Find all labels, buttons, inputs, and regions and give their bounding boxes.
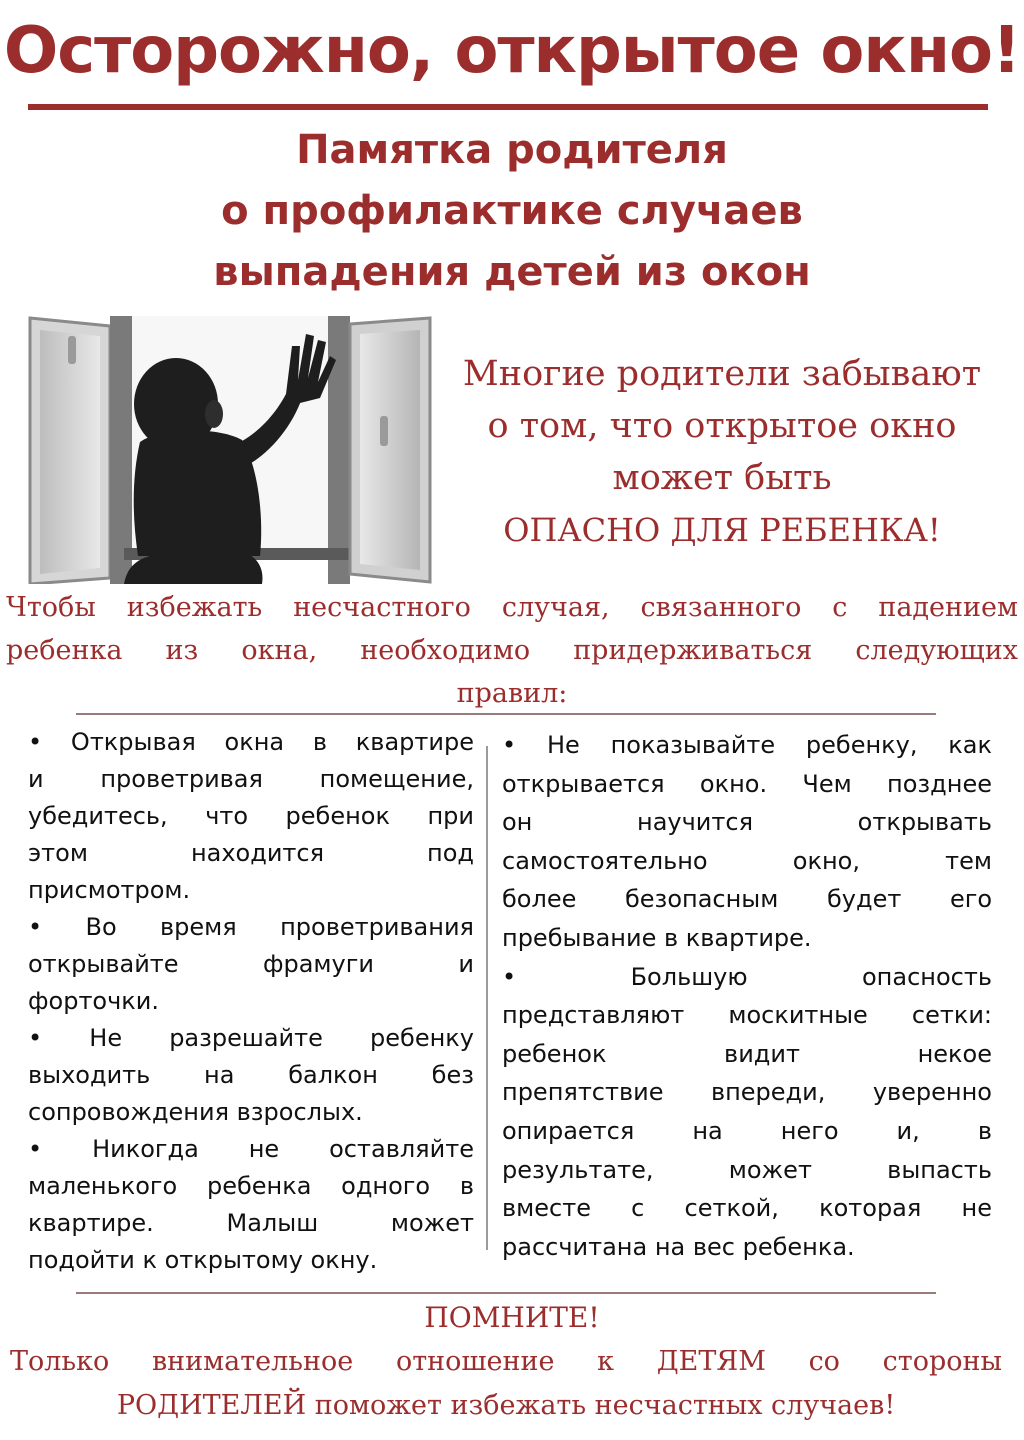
word: со [808,1346,840,1377]
word: оставляйте [329,1135,474,1163]
closing-line [10,1340,1002,1384]
word: убедитесь, [28,802,168,830]
rule-line: сопровождения взрослых. [28,1098,363,1126]
word: с [631,1194,645,1223]
word: Чтобы [6,592,96,623]
word: как [948,731,992,759]
word: сетки: [911,1001,992,1030]
rule-line: форточки. [28,987,160,1015]
word: ребенку, [805,731,918,759]
word: вместе [502,1194,591,1223]
word: ребенок [285,802,390,830]
rule-line [28,1205,474,1242]
word: опасность [862,962,992,991]
word: Малыш [226,1209,319,1237]
rule-line [502,1151,992,1190]
word: препятствие [502,1078,664,1107]
word: на [204,1061,235,1089]
word: Открывая [70,728,196,756]
rules-column-left [28,724,474,1279]
word: балкон [288,1061,378,1089]
word: уверенно [872,1078,992,1107]
section-divider [76,1292,936,1294]
rule-line [502,1189,992,1228]
rule-line: подойти к открытому окну. [28,1246,378,1274]
word: будет [826,885,902,914]
word: показывайте [610,731,776,759]
word: Чем [802,769,852,798]
subtitle-line: о профилактике случаев [221,188,803,234]
word: избежать [126,592,263,623]
word: падением [878,592,1018,623]
word: необходимо [360,635,531,666]
word: открывается [502,769,665,798]
word: Большую [630,962,748,991]
rule-line [28,946,474,983]
word: связанного [640,592,802,623]
word: тем [945,846,992,875]
word: сеткой, [684,1194,779,1223]
rule-line: присмотром. [28,876,191,904]
word: он [502,808,533,837]
word: ребенок [502,1039,607,1068]
rule-line [502,880,992,919]
word: при [427,802,474,830]
section-divider [76,713,936,715]
word: придерживаться [573,635,813,666]
word: некое [917,1039,992,1068]
word: • [28,913,43,941]
rule-line [502,958,992,997]
word: и [458,950,474,978]
closing-message [10,1340,1002,1428]
rule-line [502,1112,992,1151]
word: • [28,1135,43,1163]
word: открывать [857,808,992,837]
rule-line [28,1168,474,1205]
word: в [977,1116,992,1145]
word: более [502,885,577,914]
word: проветривания [280,913,474,941]
word: разрешайте [169,1024,323,1052]
rule-line: рассчитана на вес ребенка. [502,1232,855,1261]
word: ребенка [206,1172,312,1200]
word: видит [724,1039,800,1068]
word: окна [224,728,285,756]
word: находится [190,839,325,867]
word: к [597,1346,615,1377]
rule-line: пребывание в квартире. [502,923,812,952]
word: научится [637,808,754,837]
closing-line: РОДИТЕЛЕЙ поможет избежать несчастных случаев! [116,1390,896,1421]
word: окно. [699,769,768,798]
word: проветривая [100,765,263,793]
word: самостоятельно [502,846,708,875]
word: в [312,728,328,756]
rule-line [502,803,992,842]
rule-line [502,1035,992,1074]
word: результате, [502,1155,654,1184]
rule-line [28,909,474,946]
word: этом [28,839,88,867]
word: Никогда [92,1135,199,1163]
word: и, [896,1116,920,1145]
rule-line [502,726,992,765]
word: может [728,1155,812,1184]
subtitle-line: Памятка родителя [296,127,728,173]
word: выпасть [887,1155,992,1184]
rule-line [28,1131,474,1168]
rules-lead-paragraph [6,586,1018,715]
word: Только [10,1346,110,1377]
word: следующих [855,635,1018,666]
word: • [28,728,43,756]
word: маленького [28,1172,178,1200]
word: него [780,1116,839,1145]
word: с [832,592,848,623]
word: представляют [502,1001,685,1030]
word: случая, [501,592,610,623]
rule-line [28,1020,474,1057]
poster-title: Осторожно, открытое окно! [3,14,1021,88]
word: отношение [395,1346,555,1377]
word: стороны [882,1346,1002,1377]
lead-line [6,586,1018,629]
word: Не [546,731,580,759]
word: одного [341,1172,431,1200]
word: ребенку [370,1024,474,1052]
rule-line [502,765,992,804]
intro-line: о том, что открытое окно [487,406,957,446]
word: помещение, [319,765,474,793]
rule-line [28,798,474,835]
word: окна, [241,635,318,666]
rule-line [28,761,474,798]
word: которая [819,1194,922,1223]
lead-line [6,629,1018,672]
word: • [502,731,517,759]
word: несчастного [293,592,471,623]
remember-heading: ПОМНИТЕ! [424,1301,600,1334]
column-divider [486,746,488,1250]
intro-line: может быть [612,458,832,498]
subtitle-line: выпадения детей из окон [213,249,811,295]
word: опирается [502,1116,635,1145]
word: из [165,635,199,666]
word: не [248,1135,280,1163]
word: • [28,1024,43,1052]
intro-line: Многие родители забывают [462,354,982,394]
word: • [502,962,517,991]
word: москитные [728,1001,868,1030]
word: может [390,1209,474,1237]
word: Во [85,913,117,941]
word: безопасным [624,885,779,914]
word: не [961,1194,992,1223]
word: что [205,802,249,830]
word: в [459,1172,474,1200]
word: открывайте [28,950,179,978]
title-underline [28,104,988,110]
rule-line [28,1057,474,1094]
rule-line [28,724,474,761]
danger-warning: ОПАСНО ДЛЯ РЕБЕНКА! [503,511,941,549]
word: ДЕТЯМ [656,1346,766,1377]
word: выходить [28,1061,151,1089]
rule-line [502,996,992,1035]
lead-line: правил: [456,678,568,709]
word: на [692,1116,723,1145]
intro-warning [452,348,992,556]
word: окно, [792,846,860,875]
word: его [949,885,992,914]
word: Не [89,1024,123,1052]
word: время [160,913,237,941]
word: ребенка [6,635,123,666]
rule-line [502,842,992,881]
word: без [431,1061,474,1089]
child-at-window-illustration [28,316,432,584]
rule-line [502,1073,992,1112]
rules-column-right [502,726,992,1266]
poster-subtitle [0,120,1024,303]
word: и [28,765,44,793]
word: квартире [355,728,474,756]
word: внимательное [151,1346,354,1377]
word: позднее [887,769,992,798]
word: квартире. [28,1209,154,1237]
word: впереди, [710,1078,826,1107]
word: под [427,839,474,867]
word: фрамуги [262,950,374,978]
rule-line [28,835,474,872]
